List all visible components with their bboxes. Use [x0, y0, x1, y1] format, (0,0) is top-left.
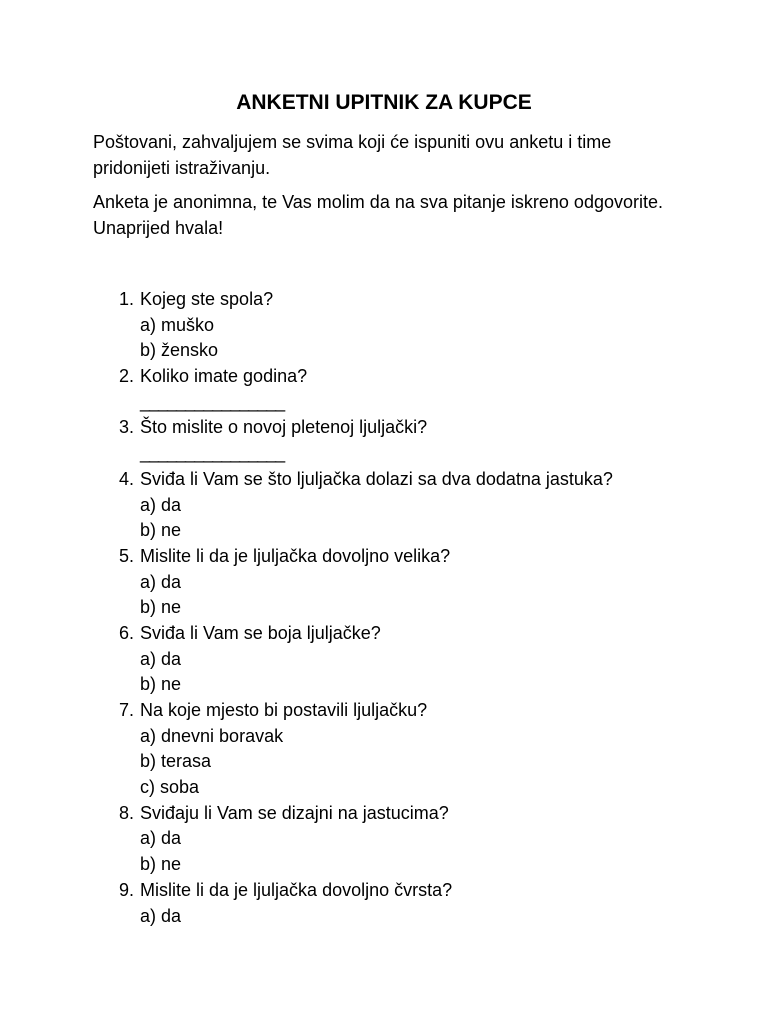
question-row — [0, 621, 768, 647]
answer-option-row — [0, 749, 768, 775]
answer-option: b) ne — [140, 597, 182, 618]
answer-option-row — [0, 595, 768, 621]
question-item — [0, 364, 768, 415]
question-item — [0, 467, 768, 544]
question-row — [0, 801, 768, 827]
question-list — [0, 287, 768, 929]
answer-option-row — [0, 775, 768, 801]
answer-option: a) da — [140, 905, 182, 926]
answer-option: b) ne — [140, 674, 182, 695]
question-text: Na koje mjesto bi postavili ljuljačku? — [140, 700, 428, 720]
question-number: 2. — [118, 366, 134, 387]
question-text: Sviđa li Vam se što ljuljačka dolazi sa dva dodatna jastuka? — [140, 468, 613, 489]
answer-option: a) da — [140, 828, 182, 849]
question-text: Koliko imate godina? — [140, 366, 308, 387]
question-row — [0, 364, 768, 390]
question-number: 6. — [118, 622, 134, 643]
question-row — [0, 287, 768, 313]
answer-option-row — [0, 493, 768, 519]
answer-option: a) muško — [140, 314, 215, 335]
question-item — [0, 621, 768, 698]
answer-option: a) da — [140, 494, 182, 515]
document-title: ANKETNI UPITNIK ZA KUPCE — [236, 91, 532, 114]
question-item — [0, 287, 768, 364]
question-text: Mislite li da je ljuljačka dovoljno čvrsta? — [140, 879, 453, 900]
question-row — [0, 544, 768, 570]
answer-option: b) žensko — [140, 340, 219, 361]
answer-blank-row — [0, 390, 768, 416]
answer-option: b) terasa — [140, 751, 212, 772]
answer-option: b) ne — [140, 854, 182, 875]
answer-blank-line: ________________ — [140, 391, 285, 412]
answer-option-row — [0, 826, 768, 852]
answer-option-row — [0, 852, 768, 878]
answer-blank-row — [0, 441, 768, 467]
question-item — [0, 415, 768, 466]
question-row — [0, 467, 768, 493]
question-number: 7. — [118, 700, 134, 720]
question-item — [0, 544, 768, 621]
answer-option-row — [0, 518, 768, 544]
answer-option-row — [0, 672, 768, 698]
answer-option-row — [0, 647, 768, 673]
question-text: Što mislite o novoj pletenoj ljuljački? — [140, 417, 428, 438]
answer-option-row — [0, 570, 768, 596]
question-row — [0, 698, 768, 724]
intro-paragraph-anonymity: Anketa je anonimna, te Vas molim da na sva pitanje iskreno odgovorite. Unaprijed hvala! — [93, 192, 663, 238]
question-row — [0, 415, 768, 441]
question-text: Mislite li da je ljuljačka dovoljno velika? — [140, 545, 451, 566]
question-item — [0, 801, 768, 878]
answer-option-row — [0, 724, 768, 750]
question-text: Sviđa li Vam se boja ljuljačke? — [140, 622, 381, 643]
answer-option-row — [0, 338, 768, 364]
question-number: 5. — [118, 545, 134, 566]
intro-paragraph-thanks: Poštovani, zahvaljujem se svima koji će ispuniti ovu anketu i time pridonijeti istraživanju. — [93, 132, 612, 178]
answer-option: a) da — [140, 571, 182, 592]
answer-option: b) ne — [140, 520, 182, 541]
answer-option: a) da — [140, 648, 182, 669]
question-number: 4. — [118, 468, 134, 489]
question-item — [0, 698, 768, 801]
question-number: 1. — [118, 289, 134, 309]
answer-option-row — [0, 313, 768, 339]
question-text: Kojeg ste spola? — [140, 289, 274, 309]
answer-blank-line: ________________ — [140, 443, 285, 464]
question-item — [0, 878, 768, 929]
question-number: 8. — [118, 802, 134, 823]
answer-option-row — [0, 904, 768, 930]
answer-option: a) dnevni boravak — [140, 725, 284, 746]
answer-option: c) soba — [140, 777, 200, 798]
question-text: Sviđaju li Vam se dizajni na jastucima? — [140, 802, 449, 823]
question-row — [0, 878, 768, 904]
question-number: 3. — [118, 417, 134, 438]
question-number: 9. — [118, 879, 134, 900]
